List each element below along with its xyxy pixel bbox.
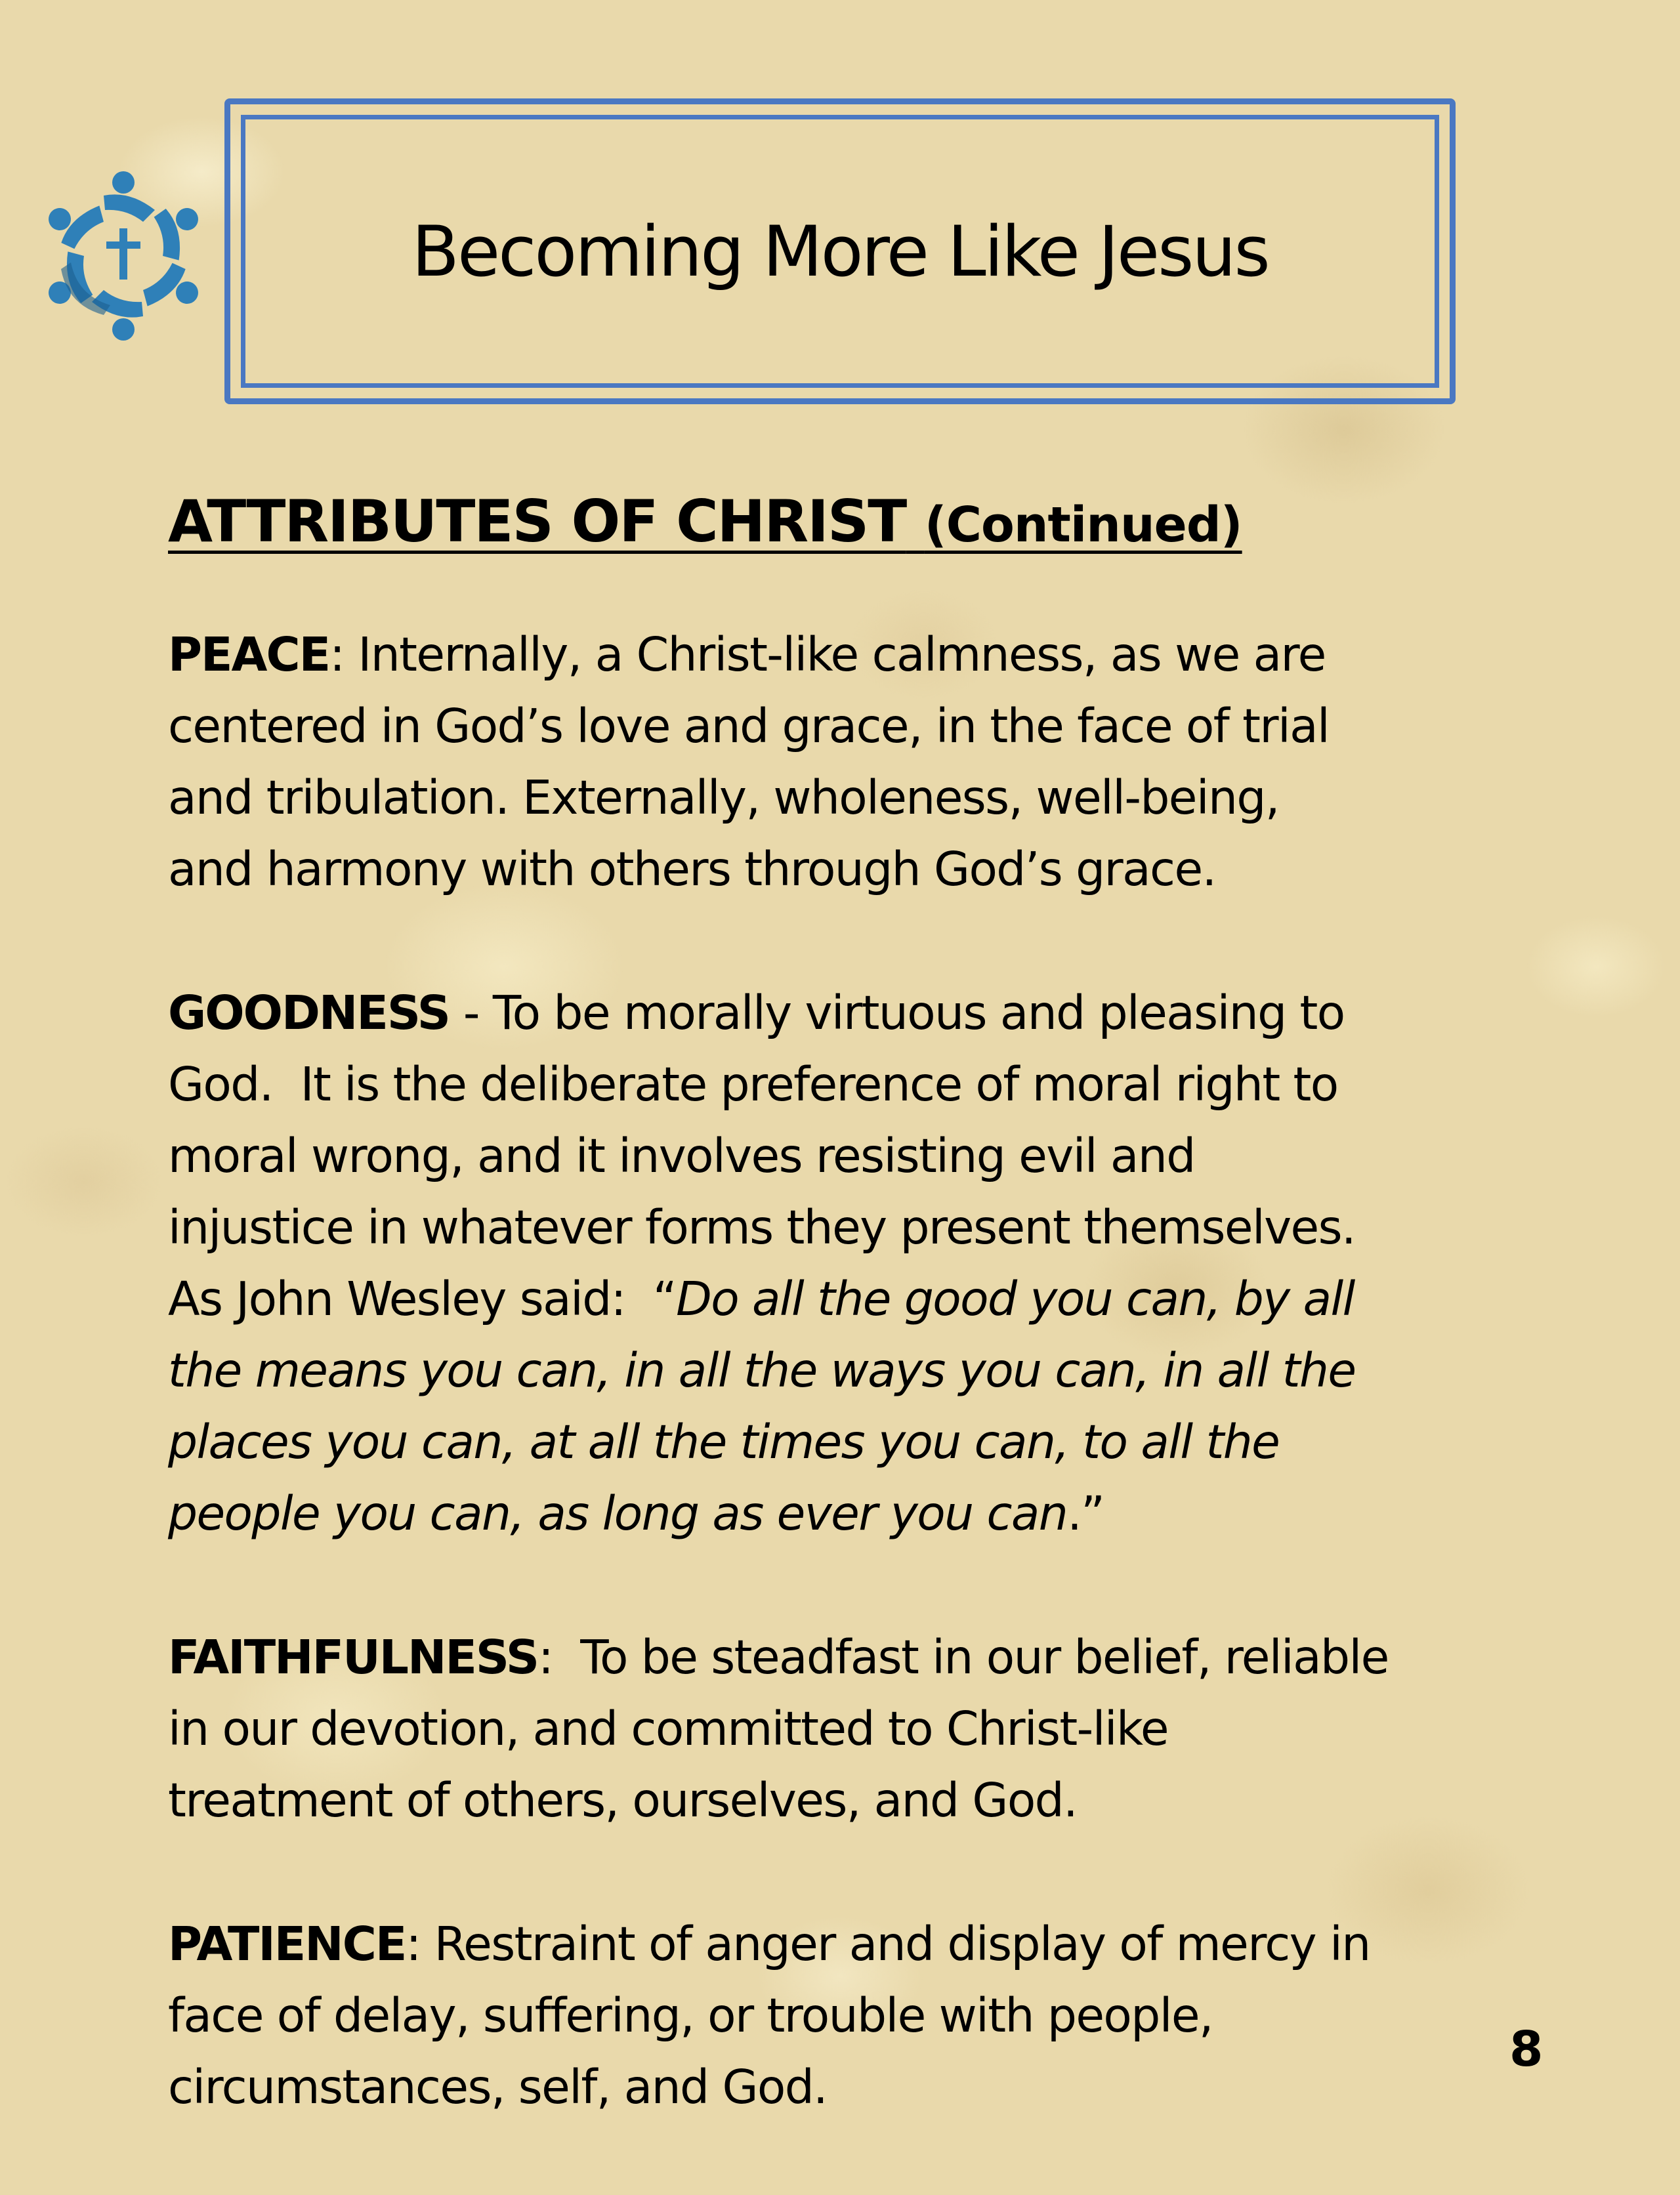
attribute-line (168, 619, 1480, 690)
attribute-faithfulness (168, 1621, 1480, 1836)
attribute-line: in our devotion, and committed to Christ-like (168, 1702, 1169, 1756)
attribute-text: Restraint of anger and display of mercy in (434, 1917, 1370, 1971)
page-number: 8 (1509, 2021, 1544, 2078)
church-logo-icon (32, 164, 215, 348)
attribute-line: treatment of others, ourselves, and God. (168, 1773, 1078, 1828)
quote-end: .” (1067, 1486, 1104, 1541)
attribute-goodness (168, 977, 1480, 1549)
attribute-term: FAITHFULNESS (168, 1630, 538, 1684)
attribute-line: moral wrong, and it involves resisting evil and (168, 1129, 1195, 1183)
wesley-quote-line (168, 1478, 1480, 1549)
attribute-line: centered in God’s love and grace, in the face of trial (168, 699, 1330, 753)
section-heading-suffix: (Continued) (924, 497, 1242, 553)
attribute-patience (168, 1908, 1480, 2123)
attribute-line (168, 977, 1480, 1049)
attribute-term: GOODNESS (168, 986, 450, 1040)
section-heading-text: ATTRIBUTES OF CHRIST (168, 488, 906, 555)
attribute-separator: : (406, 1917, 434, 1971)
attribute-line: face of delay, suffering, or trouble with people, (168, 1988, 1213, 2043)
page-title: Becoming More Like Jesus (411, 211, 1269, 292)
section-heading (168, 472, 1480, 574)
attribute-separator: : (329, 627, 358, 682)
quote-intro: As John Wesley said: “ (168, 1272, 677, 1326)
attribute-text: Internally, a Christ-like calmness, as we are (358, 627, 1326, 682)
title-frame (224, 98, 1456, 404)
attribute-separator: - (449, 986, 493, 1040)
quote-text: places you can, at all the times you can, to all the (168, 1415, 1280, 1469)
wesley-quote-line (168, 1263, 1480, 1335)
attribute-text: To be steadfast in our belief, reliable (580, 1630, 1389, 1684)
attribute-text: To be morally virtuous and pleasing to (492, 986, 1345, 1040)
attribute-line (168, 1621, 1480, 1693)
attribute-line: and tribulation. Externally, wholeness, well-being, (168, 770, 1279, 825)
attribute-term: PATIENCE (168, 1917, 406, 1971)
main-content (168, 472, 1480, 2195)
attribute-separator: : (537, 1630, 581, 1684)
attribute-line: and harmony with others through God’s grace. (168, 842, 1216, 896)
quote-text: Do all the good you can, by all (676, 1272, 1354, 1326)
attribute-line: God. It is the deliberate preference of moral right to (168, 1057, 1338, 1112)
cross-circle-of-people-logo-icon (32, 164, 215, 348)
attribute-line (168, 1908, 1480, 1980)
attribute-line: circumstances, self, and God. (168, 2060, 828, 2114)
quote-text: people you can, as long as ever you can (168, 1486, 1068, 1541)
title-frame-inner (241, 115, 1439, 388)
attribute-peace (168, 619, 1480, 905)
quote-text: the means you can, in all the ways you can, in all the (168, 1343, 1356, 1398)
attribute-term: PEACE (168, 627, 330, 682)
attribute-line: injustice in whatever forms they present themselves. (168, 1200, 1355, 1255)
